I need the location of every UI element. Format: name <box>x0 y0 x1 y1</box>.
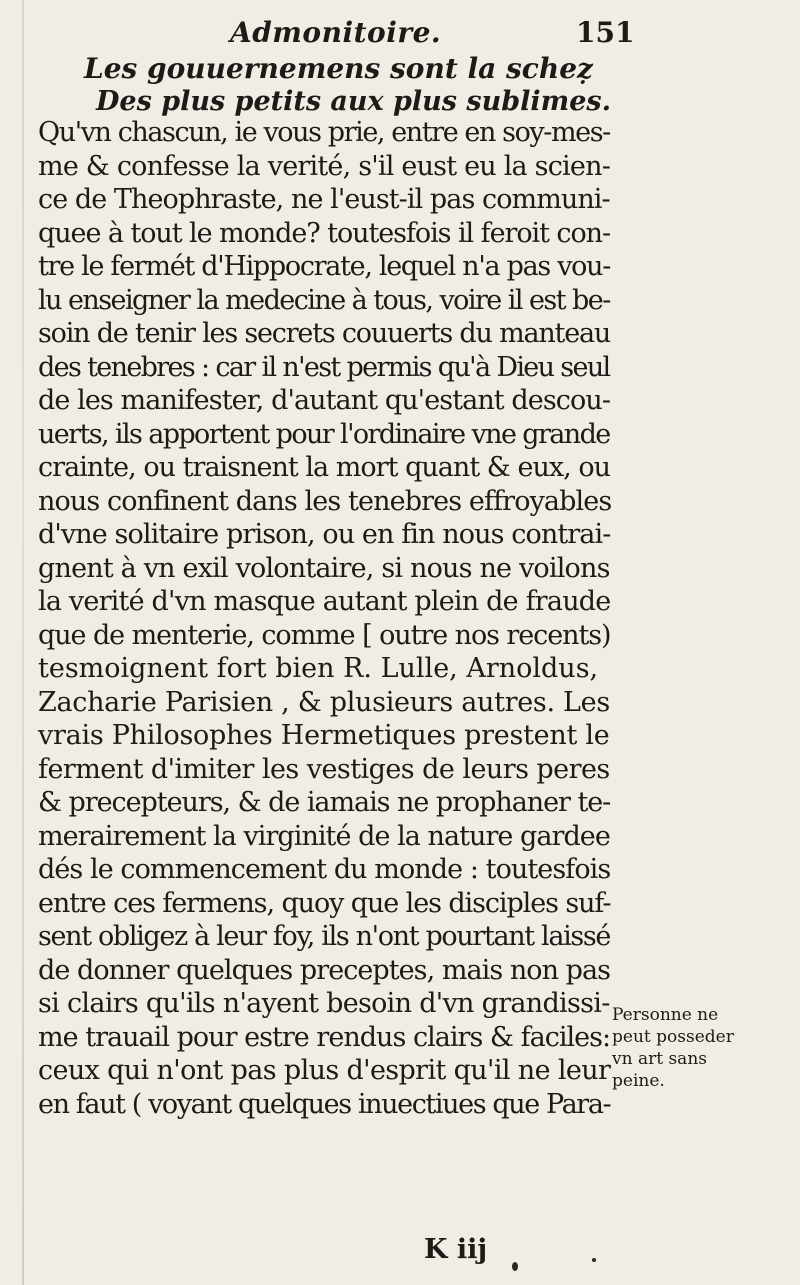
text-line: d'vne solitaire prison, ou en fin nous contrai- <box>38 519 611 550</box>
text-line: lu enseigner la medecine à tous, voire il est be- <box>38 284 610 316</box>
marginal-note <box>612 1004 784 1092</box>
text-line: nous confinent dans les tenebres effroyables <box>38 485 612 517</box>
marginal-note-line: Personne ne <box>612 1005 719 1025</box>
ink-speck <box>592 1258 596 1262</box>
text-line: gnent à vn exil volontaire, si nous ne voilons <box>38 552 610 584</box>
body-text <box>38 116 610 1121</box>
text-line: uerts, ils apportent pour l'ordinaire vne grande <box>38 418 610 450</box>
text-line: ferment d'imiter les vestiges de leurs peres <box>38 753 610 785</box>
page-header <box>0 10 800 50</box>
text-line: ceux qui n'ont pas plus d'esprit qu'il ne leur <box>38 1055 611 1086</box>
marginal-note-line: peine. <box>612 1071 665 1091</box>
signature-mark: K iij <box>424 1234 488 1265</box>
text-line: de les manifester, d'autant qu'estant descou- <box>38 385 611 416</box>
text-line: & precepteurs, & de iamais ne prophaner te- <box>38 787 611 818</box>
text-line: si clairs qu'ils n'ayent besoin d'vn grandissi- <box>38 988 610 1019</box>
ink-speck <box>512 1262 518 1271</box>
text-line: que de menterie, comme [ outre nos recents) <box>38 619 611 651</box>
text-line: Qu'vn chascun, ie vous prie, entre en soy-mes- <box>38 117 610 148</box>
running-title: Admonitoire. <box>230 16 442 49</box>
text-line: sent obligez à leur foy, ils n'ont pourtant laissé <box>38 921 611 952</box>
text-line: la verité d'vn masque autant plein de fraude <box>38 586 611 617</box>
text-line: dés le commencement du monde : toutesfois <box>38 854 611 885</box>
marginal-note-line: peut posseder <box>612 1027 734 1047</box>
text-line: Zacharie Parisien , & plusieurs autres. Les <box>38 686 610 718</box>
text-line: me trauail pour estre rendus clairs & faciles: <box>38 1021 611 1053</box>
text-line: tesmoignent fort bien R. Lulle, Arnoldus, <box>38 653 599 684</box>
text-line: de donner quelques preceptes, mais non pas <box>38 954 611 986</box>
binding-gutter <box>22 0 24 1285</box>
text-line: des tenebres : car il n'est permis qu'à Dieu seul <box>38 351 610 383</box>
text-line: ce de Theophraste, ne l'eust-il pas communi- <box>38 184 610 215</box>
text-line: merairement la virginité de la nature gardee <box>38 820 610 852</box>
text-line: en faut ( voyant quelques inuectiues que Para- <box>38 1088 611 1120</box>
text-line: vrais Philosophes Hermetiques prestent le <box>38 720 610 751</box>
marginal-note-line: vn art sans <box>612 1049 707 1069</box>
marginal-heading-2: Des plus petits aux plus sublimes. <box>96 86 611 117</box>
text-line: entre ces fermens, quoy que les disciples suf- <box>38 887 611 919</box>
marginal-heading-1: Les gouuernemens sont la scheẓ <box>84 52 593 85</box>
text-line: tre le fermét d'Hippocrate, lequel n'a pas vou- <box>38 251 611 282</box>
text-line: quee à tout le monde? toutesfois il feroit con- <box>38 217 611 249</box>
text-line: crainte, ou traisnent la mort quant & eux, ou <box>38 452 611 483</box>
text-line: me & confesse la verité, s'il eust eu la scien- <box>38 150 611 182</box>
text-line: soin de tenir les secrets couuerts du manteau <box>38 318 611 349</box>
page-number: 151 <box>576 16 635 49</box>
